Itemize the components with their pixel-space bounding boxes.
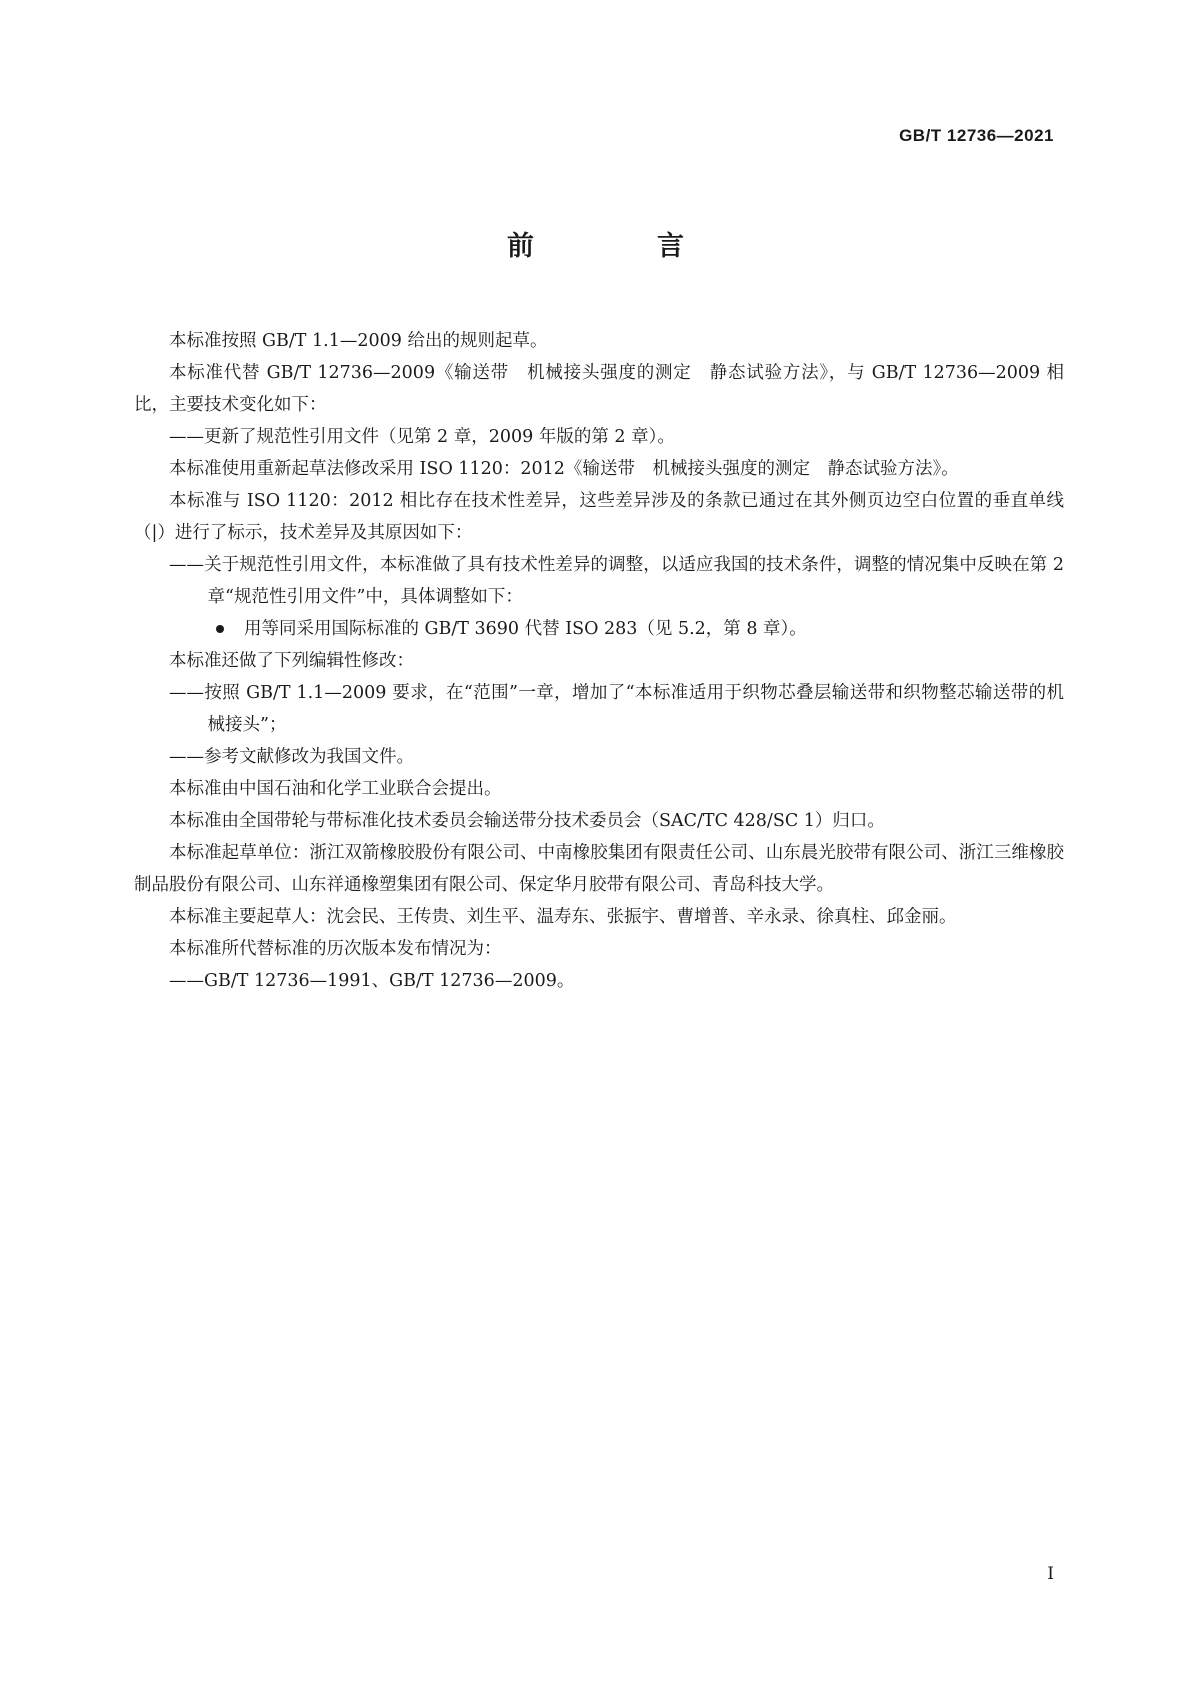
paragraph-responsible-committee: 本标准由全国带轮与带标准化技术委员会输送带分技术委员会（SAC/TC 428/SC 1）归口。 [169, 811, 885, 831]
paragraph-drafting-organizations: 本标准起草单位：浙江双箭橡胶股份有限公司、中南橡胶集团有限责任公司、山东晨光胶带有限公司、浙江三维橡胶制品股份有限公司、山东祥通橡塑集团有限公司、保定华月胶带有限公司、青岛科技大学。 [134, 843, 1064, 895]
page-title: 前 言 [507, 231, 732, 262]
foreword-body [134, 325, 1064, 997]
paragraph-previous-editions: 本标准所代替标准的历次版本发布情况为： [169, 939, 502, 959]
paragraph-drafting-rules: 本标准按照 GB/T 1.1—2009 给出的规则起草。 [169, 331, 548, 351]
list-item-scope-change: ——按照 GB/T 1.1—2009 要求，在“范围”一章，增加了“本标准适用于织物芯叠层输送带和织物整芯输送带的机械接头”； [169, 683, 1064, 735]
standard-number-header: GB/T 12736—2021 [899, 126, 1054, 145]
paragraph-replacement: 本标准代替 GB/T 12736—2009《输送带 机械接头强度的测定 静态试验方法》，与 GB/T 12736—2009 相比，主要技术变化如下： [134, 363, 1064, 415]
paragraph-proposer: 本标准由中国石油和化学工业联合会提出。 [169, 779, 502, 799]
bullet-item-text: 用等同采用国际标准的 GB/T 3690 代替 ISO 283（见 5.2，第 8 章）。 [244, 619, 807, 639]
paragraph-technical-differences: 本标准与 ISO 1120：2012 相比存在技术性差异，这些差异涉及的条款已通过在其外侧页边空白位置的垂直单线（|）进行了标示，技术差异及其原因如下： [134, 491, 1064, 543]
bullet-item [134, 613, 1064, 645]
list-item-previous-editions: ——GB/T 12736—1991、GB/T 12736—2009。 [169, 971, 575, 991]
paragraph-adoption: 本标准使用重新起草法修改采用 ISO 1120：2012《输送带 机械接头强度的测定 静态试验方法》。 [169, 459, 959, 479]
list-item-bibliography-change: ——参考文献修改为我国文件。 [169, 747, 414, 767]
list-item-normative-references: ——关于规范性引用文件，本标准做了具有技术性差异的调整，以适应我国的技术条件，调整的情况集中反映在第 2 章“规范性引用文件”中，具体调整如下： [169, 555, 1064, 607]
paragraph-editorial-changes: 本标准还做了下列编辑性修改： [169, 651, 414, 671]
page-number: I [1047, 1564, 1054, 1584]
paragraph-drafters: 本标准主要起草人：沈会民、王传贵、刘生平、温寿东、张振宇、曹增普、辛永录、徐真柱、邱金丽。 [169, 907, 957, 927]
list-item-change: ——更新了规范性引用文件（见第 2 章，2009 年版的第 2 章）。 [169, 427, 675, 447]
bullet-icon [216, 625, 224, 633]
